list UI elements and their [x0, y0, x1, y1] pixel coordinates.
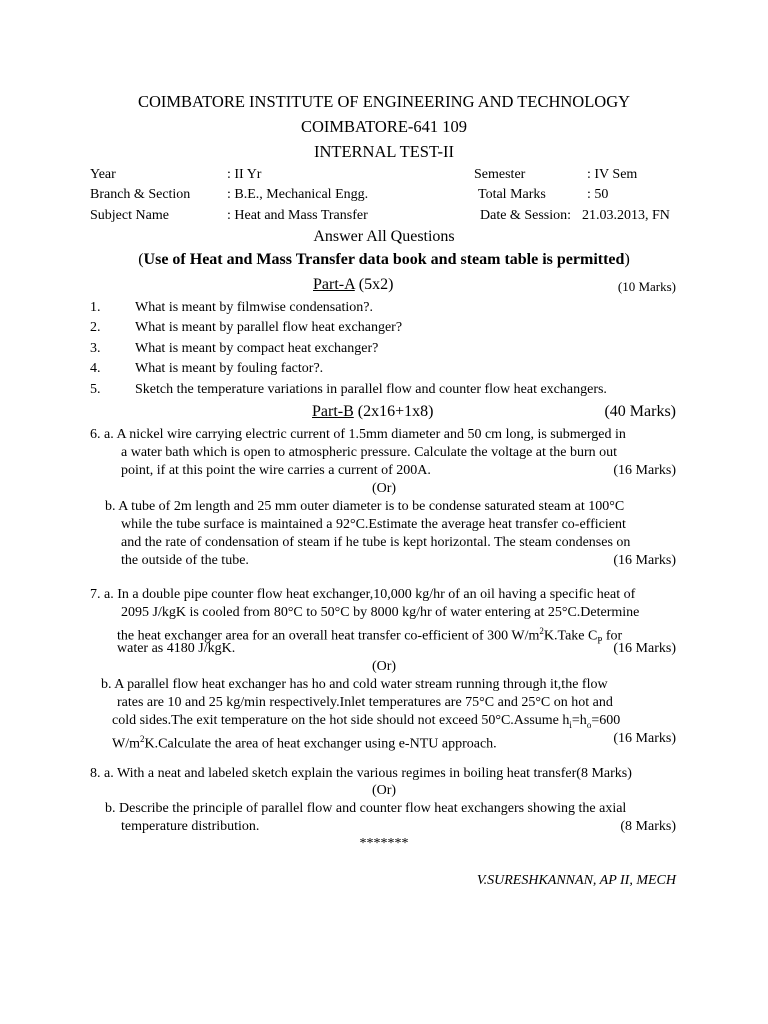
answer-all-instruction: Answer All Questions	[313, 228, 455, 245]
q8a-line: 8. a. With a neat and labeled sketch explain the various regimes in boiling heat transfer(8 Marks)	[90, 766, 632, 781]
q6a-line: a water bath which is open to atmospheric pressure. Calculate the voltage at the burn out	[121, 445, 618, 460]
institute-name: COIMBATORE INSTITUTE OF ENGINEERING AND TECHNOLOGY	[137, 92, 631, 111]
q6b-line: the outside of the tube.	[121, 553, 249, 568]
total-marks-value: : 50	[587, 187, 609, 202]
q7b-text: K.Calculate the area of heat exchanger using e-NTU approach.	[144, 736, 497, 752]
branch-value: : B.E., Mechanical Engg.	[227, 187, 369, 202]
q7a-subscript: P	[597, 635, 603, 646]
question-number: 3.	[90, 341, 101, 356]
q7b-marks: (16 Marks)	[613, 731, 676, 746]
question-text: What is meant by parallel flow heat exchanger?	[135, 320, 403, 335]
permission-close-paren: )	[624, 251, 630, 268]
permission-text: Use of Heat and Mass Transfer data book and steam table is permitted	[143, 251, 625, 268]
part-b-heading	[312, 403, 433, 421]
q7a-superscript: 2	[539, 626, 544, 636]
signature: V.SURESHKANNAN, AP II, MECH	[476, 873, 676, 888]
q7a-text: K.Take C	[543, 628, 598, 644]
q6b-line: while the tube surface is maintained a 92°C.Estimate the average heat transfer co-efficient	[121, 517, 626, 532]
part-b-title: Part-B	[312, 403, 354, 420]
subject-label: Subject Name	[90, 208, 169, 223]
q7a-line: 2095 J/kgK is cooled from 80°C to 50°C by 8000 kg/hr of water entering at 25°C.Determine	[121, 605, 640, 620]
question-number: 2.	[90, 320, 101, 335]
semester-value: : IV Sem	[587, 167, 638, 182]
q7b-text: cold sides.The exit temperature on the hot side should not exceed 50°C.Assume h	[112, 713, 570, 728]
q7b-subscript: o	[586, 719, 592, 730]
question-number: 5.	[90, 382, 101, 397]
part-a-heading	[313, 276, 393, 294]
question-text: Sketch the temperature variations in parallel flow and counter flow heat exchangers.	[135, 382, 607, 397]
q7b-text: =h	[571, 713, 587, 728]
test-title: INTERNAL TEST-II	[313, 142, 455, 161]
permission-open-paren: (	[138, 251, 144, 268]
q7b-text: =600	[591, 713, 621, 728]
q6a-marks: (16 Marks)	[613, 463, 676, 478]
q7a-line: water as 4180 J/kgK.	[117, 641, 236, 656]
permission-note	[0, 251, 768, 269]
or-separator: (Or)	[371, 783, 397, 798]
semester-label: Semester	[474, 167, 526, 182]
q8b-marks: (8 Marks)	[620, 819, 676, 834]
q7a-text: the heat exchanger area for an overall heat transfer co-efficient of 300 W/m	[117, 628, 540, 644]
q7b-superscript: 2	[140, 734, 145, 744]
question-number: 1.	[90, 300, 101, 315]
question-number: 4.	[90, 361, 101, 376]
q8b-line: b. Describe the principle of parallel flow and counter flow heat exchangers showing the axial	[105, 801, 627, 816]
part-b-marks: (40 Marks)	[604, 403, 676, 420]
q7b-text: W/m	[112, 736, 140, 752]
q6b-line: b. A tube of 2m length and 25 mm outer diameter is to be condense saturated steam at 100°C	[105, 499, 625, 514]
question-text: What is meant by compact heat exchanger?	[135, 341, 379, 356]
q7a-line: 7. a. In a double pipe counter flow heat exchanger,10,000 kg/hr of an oil having a specific heat of	[90, 587, 636, 602]
q7b-line: rates are 10 and 25 kg/min respectively.Inlet temperatures are 75°C and 25°C on hot and	[117, 695, 613, 710]
branch-label: Branch & Section	[90, 187, 191, 202]
q6b-line: and the rate of condensation of steam if he tube is kept horizontal. The steam condenses on	[121, 535, 631, 550]
part-a-title: Part-A	[313, 276, 355, 293]
institute-city: COIMBATORE-641 109	[300, 117, 468, 136]
question-text: What is meant by filmwise condensation?.	[135, 300, 373, 315]
or-separator: (Or)	[371, 481, 397, 496]
or-separator: (Or)	[371, 659, 397, 674]
q7b-line: b. A parallel flow heat exchanger has ho and cold water stream running through it,the flow	[101, 677, 608, 692]
q6a-line: point, if at this point the wire carries a current of 200A.	[121, 463, 431, 478]
date-value: 21.03.2013, FN	[582, 208, 670, 223]
q8b-line: temperature distribution.	[121, 819, 260, 834]
q7b-subscript: i	[569, 719, 572, 730]
end-stars: *******	[359, 836, 409, 851]
date-label: Date & Session:	[480, 208, 571, 223]
q7a-marks: (16 Marks)	[613, 641, 676, 656]
part-a-marks: (10 Marks)	[617, 279, 676, 294]
total-marks-label: Total Marks	[478, 187, 546, 202]
subject-value: : Heat and Mass Transfer	[227, 208, 368, 223]
q6b-marks: (16 Marks)	[613, 553, 676, 568]
question-text: What is meant by fouling factor?.	[135, 361, 324, 376]
part-b-scheme: (2x16+1x8)	[353, 403, 434, 420]
q7a-text: for	[602, 628, 623, 644]
q7b-line	[112, 730, 497, 754]
part-a-scheme: (5x2)	[354, 276, 394, 293]
year-label: Year	[90, 167, 116, 182]
q6a-line: 6. a. A nickel wire carrying electric current of 1.5mm diameter and 50 cm long, is submerged in	[90, 427, 626, 442]
year-value: : II Yr	[227, 167, 262, 182]
